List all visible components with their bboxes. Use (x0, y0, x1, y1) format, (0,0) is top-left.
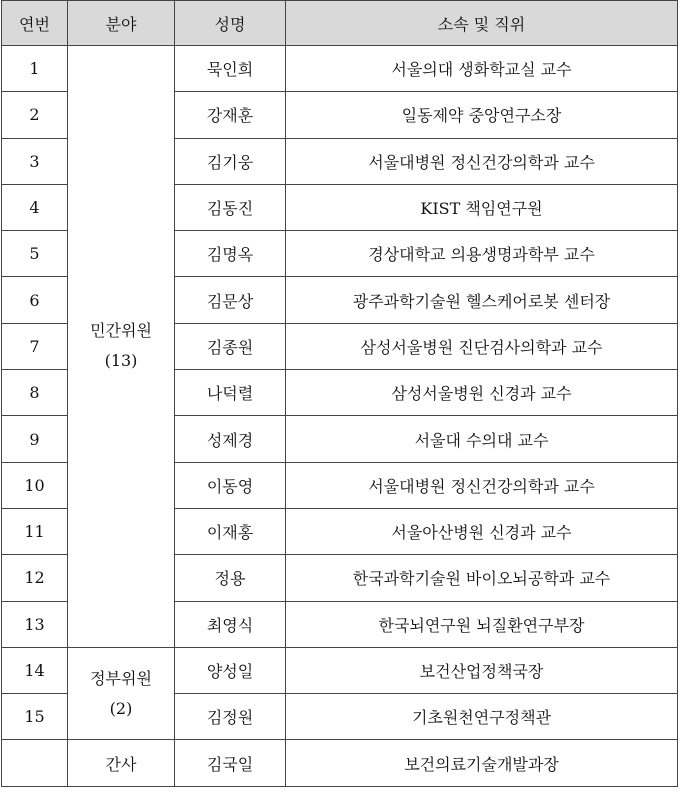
group-government-label: 정부위원 (90, 668, 152, 688)
member-affiliation: 일동제약 중앙연구소장 (286, 92, 678, 138)
row-number: 15 (2, 694, 68, 740)
member-name: 김기웅 (175, 138, 286, 184)
header-number: 연번 (2, 1, 68, 46)
row-number: 14 (2, 647, 68, 693)
member-affiliation: 한국과학기술원 바이오뇌공학과 교수 (286, 555, 678, 601)
row-number: 5 (2, 231, 68, 277)
header-field: 분야 (68, 1, 175, 46)
table-row (2, 647, 678, 693)
row-number: 10 (2, 462, 68, 508)
member-name: 김정원 (175, 694, 286, 740)
member-name: 김문상 (175, 277, 286, 323)
row-number: 3 (2, 138, 68, 184)
header-affiliation: 소속 및 직위 (286, 1, 678, 46)
row-number (2, 740, 68, 786)
member-name: 김명옥 (175, 231, 286, 277)
member-name: 김동진 (175, 184, 286, 230)
group-civilian-count: (13) (104, 351, 138, 371)
member-affiliation: 서울아산병원 신경과 교수 (286, 508, 678, 554)
row-number: 6 (2, 277, 68, 323)
member-name: 나덕렬 (175, 370, 286, 416)
member-name: 성제경 (175, 416, 286, 462)
member-affiliation: 서울의대 생화학교실 교수 (286, 46, 678, 92)
member-name: 양성일 (175, 647, 286, 693)
member-affiliation: 경상대학교 의용생명과학부 교수 (286, 231, 678, 277)
member-name: 김종원 (175, 323, 286, 369)
member-affiliation: KIST 책임연구원 (286, 184, 678, 230)
member-name: 이동영 (175, 462, 286, 508)
member-name: 최영식 (175, 601, 286, 647)
row-number: 7 (2, 323, 68, 369)
row-number: 8 (2, 370, 68, 416)
member-affiliation: 광주과학기술원 헬스케어로봇 센터장 (286, 277, 678, 323)
committee-roster-table (1, 0, 678, 787)
table-row (2, 46, 678, 92)
group-civilian-label: 민간위원 (90, 321, 152, 341)
header-name: 성명 (175, 1, 286, 46)
group-government (68, 647, 175, 740)
row-number: 13 (2, 601, 68, 647)
row-number: 2 (2, 92, 68, 138)
member-affiliation: 한국뇌연구원 뇌질환연구부장 (286, 601, 678, 647)
header-row (2, 1, 678, 46)
member-name: 묵인희 (175, 46, 286, 92)
group-government-count: (2) (109, 698, 133, 718)
member-affiliation: 서울대병원 정신건강의학과 교수 (286, 462, 678, 508)
member-affiliation: 삼성서울병원 진단검사의학과 교수 (286, 323, 678, 369)
member-name: 강재훈 (175, 92, 286, 138)
member-name: 김국일 (175, 740, 286, 786)
member-name: 이재홍 (175, 508, 286, 554)
member-name: 정용 (175, 555, 286, 601)
group-secretary: 간사 (68, 740, 175, 786)
row-number: 4 (2, 184, 68, 230)
row-number: 11 (2, 508, 68, 554)
row-number: 9 (2, 416, 68, 462)
member-affiliation: 삼성서울병원 신경과 교수 (286, 370, 678, 416)
row-number: 1 (2, 46, 68, 92)
member-affiliation: 보건산업정책국장 (286, 647, 678, 693)
member-affiliation: 서울대 수의대 교수 (286, 416, 678, 462)
member-affiliation: 서울대병원 정신건강의학과 교수 (286, 138, 678, 184)
group-civilian (68, 46, 175, 648)
member-affiliation: 보건의료기술개발과장 (286, 740, 678, 786)
row-number: 12 (2, 555, 68, 601)
member-affiliation: 기초원천연구정책관 (286, 694, 678, 740)
table-row (2, 740, 678, 786)
